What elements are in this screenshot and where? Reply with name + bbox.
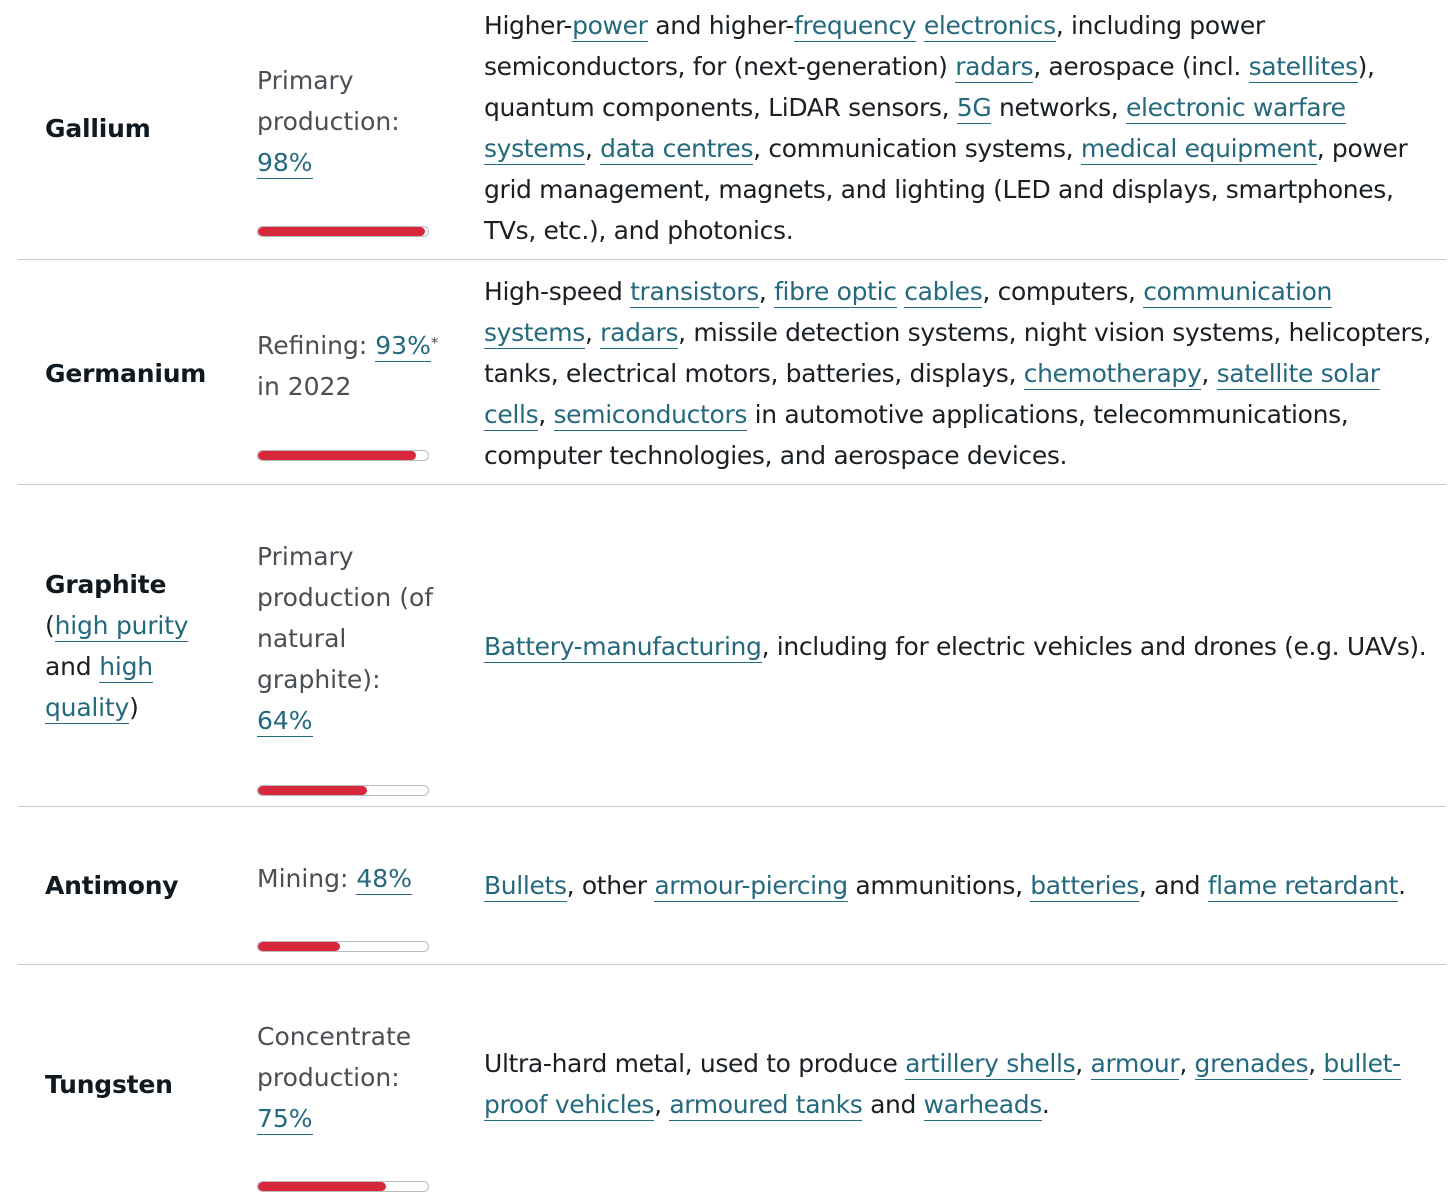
text-segment: and higher- (647, 11, 794, 40)
footnote-asterisk: * (430, 334, 439, 352)
text-segment: , (758, 277, 775, 306)
text-segment: , (1308, 1049, 1324, 1078)
share-bar (257, 226, 429, 237)
material-name: Graphite (45, 570, 167, 599)
text-segment: , (654, 1090, 670, 1119)
inline-link[interactable]: fibre optic (774, 277, 897, 306)
inline-link[interactable]: data centres (600, 134, 754, 163)
text-segment (916, 11, 924, 40)
share-bar (257, 1181, 429, 1192)
text-segment: High-speed (484, 277, 631, 306)
text-segment: ) (129, 693, 139, 722)
share-cell (257, 60, 417, 183)
text-segment: Higher- (484, 11, 573, 40)
table-row-antimony (18, 806, 1446, 965)
inline-link[interactable]: electronic warfare systems (484, 93, 1346, 163)
inline-link[interactable]: high purity (54, 611, 189, 640)
inline-link[interactable]: chemotherapy (1023, 359, 1202, 388)
share-bar (257, 941, 429, 952)
share-label: Concentrate production: (257, 1022, 412, 1092)
inline-link[interactable]: satellites (1248, 52, 1358, 81)
material-name: Tungsten (45, 1070, 173, 1099)
inline-link[interactable]: 5G (956, 93, 992, 122)
text-segment: , missile detection systems, night vision systems, helicopters, tanks, electrical motors, batteries, displays, (484, 318, 1431, 388)
text-segment: , (1201, 359, 1217, 388)
share-value-link[interactable]: 64% (257, 706, 313, 735)
inline-link[interactable]: satellite solar cells (484, 359, 1380, 429)
inline-link[interactable]: artillery shells (905, 1049, 1076, 1078)
inline-link[interactable]: Battery-manufacturing (484, 632, 762, 661)
share-bar (257, 785, 429, 796)
text-segment: ammunitions, (847, 871, 1031, 900)
text-segment: networks, (991, 93, 1126, 122)
inline-link[interactable]: armour-piercing (654, 871, 848, 900)
material-cell (45, 564, 205, 728)
inline-link[interactable]: grenades (1194, 1049, 1309, 1078)
text-segment: , (538, 400, 554, 429)
inline-link[interactable]: cables (904, 277, 983, 306)
text-segment: and (862, 1090, 924, 1119)
text-segment: , communication systems, (753, 134, 1081, 163)
share-bar-fill (258, 786, 367, 795)
share-label: Primary production (of natural graphite): (257, 542, 434, 694)
share-cell (257, 325, 447, 407)
uses-description (484, 865, 1446, 906)
text-segment: . (1398, 871, 1406, 900)
text-segment: and (45, 652, 100, 681)
inline-link[interactable]: semiconductors (553, 400, 748, 429)
text-segment: , (584, 318, 601, 347)
text-segment: , other (566, 871, 655, 900)
text-segment: , computers, (982, 277, 1144, 306)
uses-description (484, 1043, 1446, 1125)
table-row-gallium (18, 0, 1446, 260)
share-label: Primary production: (257, 66, 400, 136)
text-segment: , (1179, 1049, 1195, 1078)
inline-link[interactable]: armour (1090, 1049, 1180, 1078)
uses-description (484, 271, 1446, 476)
share-bar-fill (258, 942, 340, 951)
text-segment: . (1041, 1090, 1050, 1119)
share-bar (257, 450, 429, 461)
text-segment: , aerospace (incl. (1033, 52, 1249, 81)
text-segment: ( (45, 611, 55, 640)
inline-link[interactable]: electronics (923, 11, 1056, 40)
inline-link[interactable]: batteries (1030, 871, 1139, 900)
material-qualifier (45, 611, 188, 724)
share-suffix: in 2022 (257, 372, 352, 401)
text-segment: , (584, 134, 601, 163)
material-name: Gallium (45, 114, 151, 143)
table-row-germanium (18, 259, 1446, 485)
share-value-link[interactable]: 93% (375, 331, 431, 360)
share-value-link[interactable]: 98% (257, 148, 313, 177)
inline-link[interactable]: high quality (45, 652, 153, 722)
inline-link[interactable]: power (572, 11, 648, 40)
share-bar-fill (258, 451, 416, 460)
share-label: Refining: (257, 331, 368, 360)
text-segment: , power grid management, magnets, and lighting (LED and displays, smartphones, TVs, etc.), and photonics. (484, 134, 1408, 245)
inline-link[interactable]: transistors (630, 277, 759, 306)
inline-link[interactable]: communication systems (484, 277, 1333, 347)
text-segment: , including for electric vehicles and drones (e.g. UAVs). (761, 632, 1427, 661)
inline-link[interactable]: Bullets (484, 871, 567, 900)
share-cell (257, 536, 437, 741)
inline-link[interactable]: radars (600, 318, 679, 347)
share-cell (257, 858, 447, 899)
material-name: Germanium (45, 359, 207, 388)
material-name: Antimony (45, 871, 179, 900)
text-segment: , (1075, 1049, 1091, 1078)
inline-link[interactable]: bullet-proof vehicles (484, 1049, 1401, 1119)
inline-link[interactable]: armoured tanks (669, 1090, 863, 1119)
text-segment: ), quantum components, LiDAR sensors, (484, 52, 1375, 122)
text-segment: , and (1138, 871, 1208, 900)
share-bar-fill (258, 1182, 386, 1191)
text-segment: Ultra-hard metal, used to produce (484, 1049, 906, 1078)
inline-link[interactable]: flame retardant (1207, 871, 1399, 900)
inline-link[interactable]: frequency (793, 11, 917, 40)
inline-link[interactable]: medical equipment (1080, 134, 1317, 163)
table-row-graphite (18, 484, 1446, 807)
inline-link[interactable]: radars (955, 52, 1034, 81)
uses-description (484, 626, 1446, 667)
inline-link[interactable]: warheads (923, 1090, 1042, 1119)
share-value-link[interactable]: 48% (356, 864, 412, 893)
share-cell (257, 1016, 427, 1139)
share-label: Mining: (257, 864, 349, 893)
text-segment: , including power semiconductors, for (next-generation) (484, 11, 1265, 81)
text-segment: in automotive applications, telecommunications, computer technologies, and aerospace devices. (484, 400, 1349, 470)
uses-description (484, 5, 1446, 251)
table-row-tungsten (18, 964, 1446, 1203)
share-bar-fill (258, 227, 425, 236)
share-value-link[interactable]: 75% (257, 1104, 313, 1133)
